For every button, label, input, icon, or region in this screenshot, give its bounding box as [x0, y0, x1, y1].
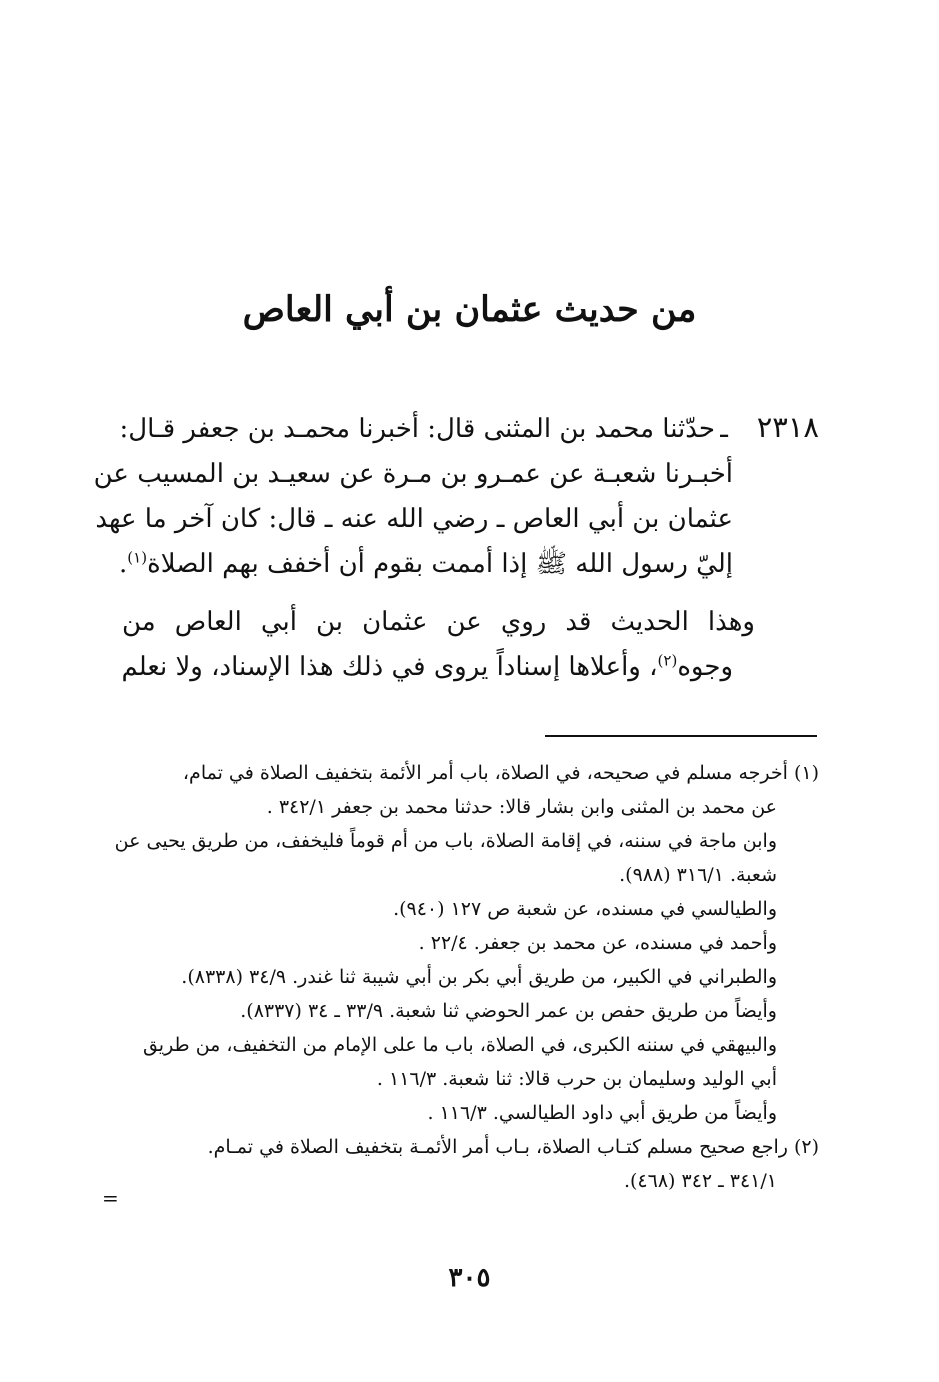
commentary-line [122, 645, 819, 690]
footnote-line: وابن ماجة في سننه، في إقامة الصلاة، باب من أم قوماً فليخفف، من طريق يحيى عن [114, 830, 777, 852]
footnote-line: (١) أخرجه مسلم في صحيحه، في الصلاة، باب أمر الأئمة بتخفيف الصلاة في تمام، [182, 762, 819, 784]
hadith-line-end: . [119, 549, 128, 579]
footnote-line: والطيالسي في مسنده، عن شعبة ص ١٢٧ (٩٤٠). [393, 898, 777, 920]
hadith-line-text: إليّ رسول الله ﷺ إذا أممت بقوم أن أخفف بهم الصلاة [147, 549, 733, 579]
hadith-line [119, 542, 733, 587]
hadith-line: أخبـرنا شعبـة عن عمـرو بن مـرة عن سعيـد بن المسيب عن [93, 459, 733, 489]
footnote-line: ٣٤١/١ ـ ٣٤٢ (٤٦٨). [623, 1170, 777, 1192]
commentary-paragraph [122, 600, 819, 690]
footnote-line: والبيهقي في سننه الكبرى، في الصلاة، باب ما على الإمام من التخفيف، من طريق [142, 1034, 777, 1056]
chapter-title: من حديث عثمان بن أبي العاص [242, 289, 697, 330]
hadith-line: حدّثنا محمد بن المثنى قال: أخبرنا محمـد بن جعفر قـال: [119, 414, 715, 444]
hadith-text [93, 405, 819, 587]
footnote-ref-2: (٢) [657, 651, 678, 670]
hadith-continuation [93, 452, 819, 587]
hadith-separator: ـ [720, 414, 728, 444]
hadith-number: ٢٣١٨ [756, 410, 819, 444]
footnote-ref-1: (١) [127, 548, 148, 567]
page-number: ٣٠٥ [448, 1263, 491, 1293]
footnote-line: عن محمد بن المثنى وابن بشار قالا: حدثنا محمد بن جعفر ٣٤٢/١ . [266, 796, 777, 818]
footnote-line: وأحمد في مسنده، عن محمد بن جعفر. ٢٢/٤ . [418, 932, 777, 954]
footnote-divider [545, 735, 817, 737]
footnote-line: وأيضاً من طريق أبي داود الطيالسي. ١١٦/٣ . [427, 1102, 777, 1124]
footnotes [114, 756, 819, 1198]
footnote-line: (٢) راجع صحيح مسلم كتـاب الصلاة، بـاب أمر الأئمـة بتخفيف الصلاة في تمـام. [207, 1136, 819, 1158]
footnote-line: شعبة. ٣١٦/١ (٩٨٨). [619, 864, 777, 886]
continuation-marker: = [102, 1186, 119, 1210]
footnote-line: وأيضاً من طريق حفص بن عمر الحوضي ثنا شعبة. ٣٣/٩ ـ ٣٤ (٨٣٣٧). [240, 1000, 777, 1022]
hadith-line: عثمان بن أبي العاص ـ رضي الله عنه ـ قال: كان آخر ما عهد [95, 504, 733, 534]
commentary-text: ، وأعلاها إسناداً يروى في ذلك هذا الإسناد، ولا نعلم [121, 652, 658, 682]
footnote-line: والطبراني في الكبير، من طريق أبي بكر بن أبي شيبة ثنا غندر. ٣٤/٩ (٨٣٣٨). [181, 966, 777, 988]
footnote-line: أبي الوليد وسليمان بن حرب قالا: ثنا شعبة. ١١٦/٣ . [376, 1068, 777, 1090]
commentary-text: وجوه [677, 652, 733, 682]
commentary-line: وهذا الحديث قد روي عن عثمان بن أبي العاص من [122, 607, 755, 637]
hadith-first-line [119, 405, 819, 452]
